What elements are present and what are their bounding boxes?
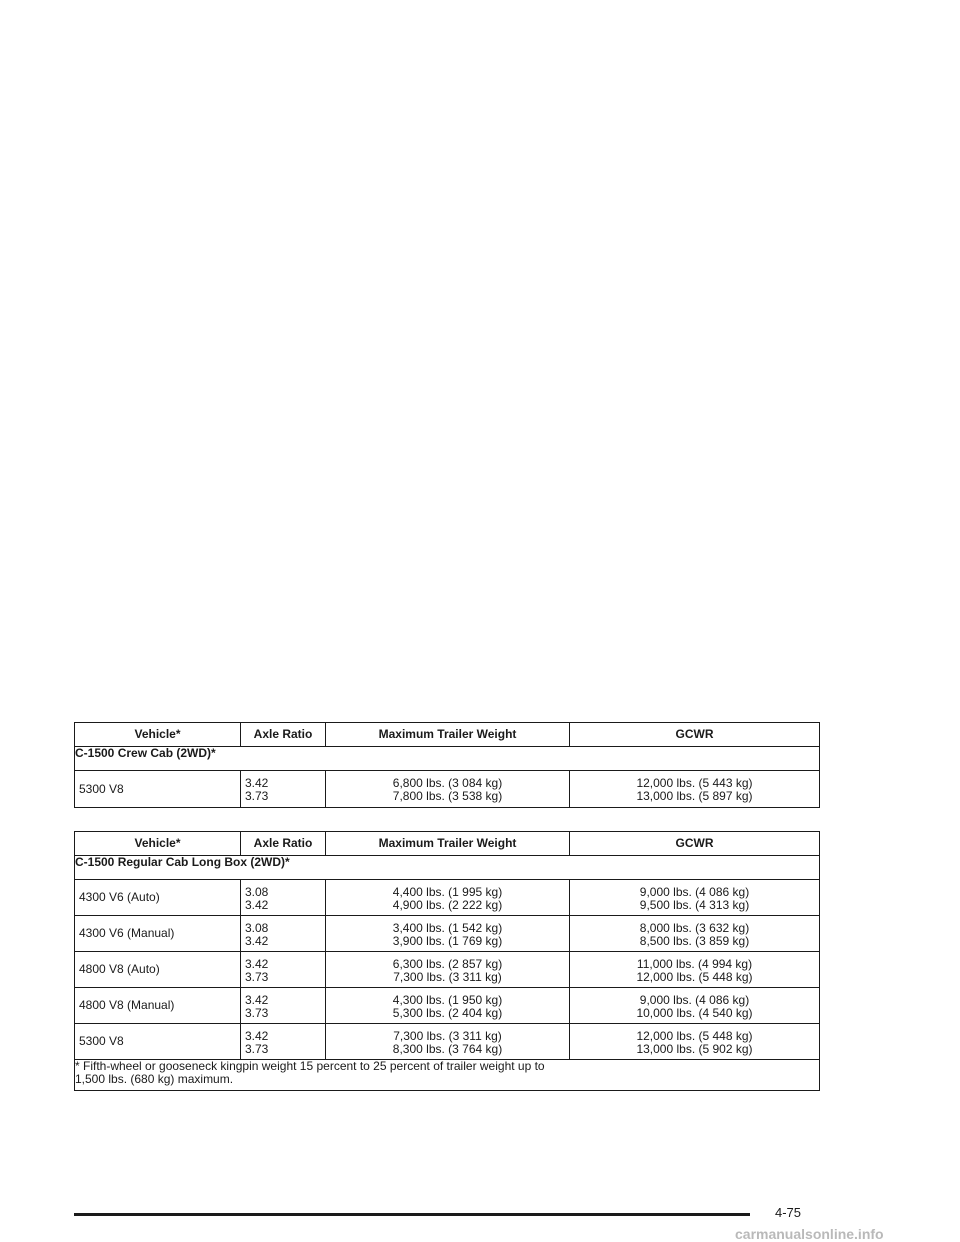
trailer-weight-cell-content <box>326 916 569 948</box>
page-number: 4-75 <box>775 1205 802 1220</box>
cell-line: 3.42 <box>245 934 269 948</box>
vehicle-cell: 5300 V8 <box>75 1024 241 1060</box>
cell-line: 5,300 lbs. (2 404 kg) <box>392 1006 503 1020</box>
header-vehicle: Vehicle* <box>75 832 241 856</box>
trailer-weight-cell <box>326 952 570 988</box>
vehicle-cell: 5300 V8 <box>75 771 241 808</box>
axle-ratio-cell-content <box>241 916 325 948</box>
cell-line: 3.08 <box>245 921 269 935</box>
cell-line: 3,400 lbs. (1 542 kg) <box>392 921 503 935</box>
cell-line: 3.42 <box>245 776 269 790</box>
section-title: C-1500 Crew Cab (2WD)* <box>75 747 820 771</box>
table-row <box>75 952 820 988</box>
cell-line: 4,900 lbs. (2 222 kg) <box>392 898 503 912</box>
axle-ratio-cell <box>241 916 326 952</box>
gcwr-cell-content <box>570 916 819 948</box>
axle-ratio-cell <box>241 880 326 916</box>
cell-line: 12,000 lbs. (5 448 kg) <box>636 1029 753 1043</box>
axle-ratio-cell <box>241 771 326 808</box>
vehicle-cell: 4300 V6 (Auto) <box>75 880 241 916</box>
footnote-line: * Fifth-wheel or gooseneck kingpin weight 15 percent to 25 percent of trailer weight up to <box>75 1059 545 1073</box>
footnote-line: 1,500 lbs. (680 kg) maximum. <box>75 1072 234 1086</box>
cell-line: 9,000 lbs. (4 086 kg) <box>639 993 750 1007</box>
section-row <box>75 856 820 880</box>
cell-line: 13,000 lbs. (5 897 kg) <box>636 789 753 803</box>
cell-line: 3.73 <box>245 1042 269 1056</box>
trailer-weight-cell <box>326 771 570 808</box>
trailer-weight-cell-content <box>326 1024 569 1056</box>
trailer-weight-cell <box>326 1024 570 1060</box>
axle-ratio-cell-content <box>241 880 325 912</box>
footnote <box>75 1060 820 1091</box>
cell-line: 3.73 <box>245 1006 269 1020</box>
axle-ratio-cell <box>241 952 326 988</box>
cell-line: 12,000 lbs. (5 448 kg) <box>636 970 753 984</box>
gcwr-cell-content <box>570 988 819 1020</box>
table-row <box>75 988 820 1024</box>
gcwr-cell <box>570 771 820 808</box>
trailer-weight-cell-content <box>326 952 569 984</box>
section-row <box>75 747 820 771</box>
gcwr-cell <box>570 916 820 952</box>
header-axle-ratio: Axle Ratio <box>241 723 326 747</box>
table2-body <box>75 856 820 1060</box>
cell-line: 3.42 <box>245 957 269 971</box>
vehicle-cell: 4800 V8 (Manual) <box>75 988 241 1024</box>
towing-table-crew-cab <box>74 722 820 808</box>
gcwr-cell-content <box>570 1024 819 1056</box>
vehicle-cell: 4800 V8 (Auto) <box>75 952 241 988</box>
header-max-trailer-weight: Maximum Trailer Weight <box>326 832 570 856</box>
section-title: C-1500 Regular Cab Long Box (2WD)* <box>75 856 820 880</box>
cell-line: 9,000 lbs. (4 086 kg) <box>639 885 750 899</box>
axle-ratio-cell-content <box>241 1024 325 1056</box>
cell-line: 6,800 lbs. (3 084 kg) <box>392 776 503 790</box>
cell-line: 8,500 lbs. (3 859 kg) <box>639 934 750 948</box>
gcwr-cell <box>570 988 820 1024</box>
cell-line: 12,000 lbs. (5 443 kg) <box>636 776 753 790</box>
axle-ratio-cell-content <box>241 988 325 1020</box>
cell-line: 3.73 <box>245 789 269 803</box>
cell-line: 4,400 lbs. (1 995 kg) <box>392 885 503 899</box>
trailer-weight-cell <box>326 880 570 916</box>
axle-ratio-cell-content <box>241 771 325 803</box>
header-gcwr: GCWR <box>570 832 820 856</box>
trailer-weight-cell-content <box>326 988 569 1020</box>
table-row <box>75 916 820 952</box>
table-row <box>75 880 820 916</box>
gcwr-cell <box>570 880 820 916</box>
cell-line: 3.42 <box>245 1029 269 1043</box>
table-row <box>75 771 820 808</box>
axle-ratio-cell-content <box>241 952 325 984</box>
table1-body <box>75 747 820 808</box>
trailer-weight-cell <box>326 916 570 952</box>
trailer-weight-cell-content <box>326 880 569 912</box>
axle-ratio-cell <box>241 988 326 1024</box>
cell-line: 7,300 lbs. (3 311 kg) <box>393 970 502 984</box>
axle-ratio-cell <box>241 1024 326 1060</box>
table-row <box>75 1024 820 1060</box>
cell-line: 4,300 lbs. (1 950 kg) <box>392 993 503 1007</box>
gcwr-cell-content <box>570 880 819 912</box>
header-max-trailer-weight: Maximum Trailer Weight <box>326 723 570 747</box>
header-vehicle: Vehicle* <box>75 723 241 747</box>
cell-line: 13,000 lbs. (5 902 kg) <box>636 1042 753 1056</box>
cell-line: 3,900 lbs. (1 769 kg) <box>392 934 503 948</box>
table-header-row <box>75 832 820 856</box>
header-gcwr: GCWR <box>570 723 820 747</box>
gcwr-cell-content <box>570 952 819 984</box>
header-axle-ratio: Axle Ratio <box>241 832 326 856</box>
cell-line: 3.73 <box>245 970 269 984</box>
watermark: carmanualsonline.info <box>735 1226 884 1242</box>
cell-line: 3.42 <box>245 993 269 1007</box>
footer-rule <box>74 1213 750 1216</box>
cell-line: 7,300 lbs. (3 311 kg) <box>393 1029 502 1043</box>
gcwr-cell <box>570 1024 820 1060</box>
footnote-row <box>75 1060 820 1091</box>
gcwr-cell-content <box>570 771 819 803</box>
trailer-weight-cell-content <box>326 771 569 803</box>
cell-line: 8,300 lbs. (3 764 kg) <box>392 1042 503 1056</box>
towing-table-regular-cab-long-box <box>74 831 820 1091</box>
cell-line: 8,000 lbs. (3 632 kg) <box>639 921 750 935</box>
table-header-row <box>75 723 820 747</box>
cell-line: 9,500 lbs. (4 313 kg) <box>639 898 750 912</box>
cell-line: 3.08 <box>245 885 269 899</box>
trailer-weight-cell <box>326 988 570 1024</box>
cell-line: 7,800 lbs. (3 538 kg) <box>392 789 503 803</box>
cell-line: 3.42 <box>245 898 269 912</box>
gcwr-cell <box>570 952 820 988</box>
cell-line: 10,000 lbs. (4 540 kg) <box>636 1006 753 1020</box>
cell-line: 11,000 lbs. (4 994 kg) <box>636 957 753 971</box>
vehicle-cell: 4300 V6 (Manual) <box>75 916 241 952</box>
cell-line: 6,300 lbs. (2 857 kg) <box>392 957 503 971</box>
